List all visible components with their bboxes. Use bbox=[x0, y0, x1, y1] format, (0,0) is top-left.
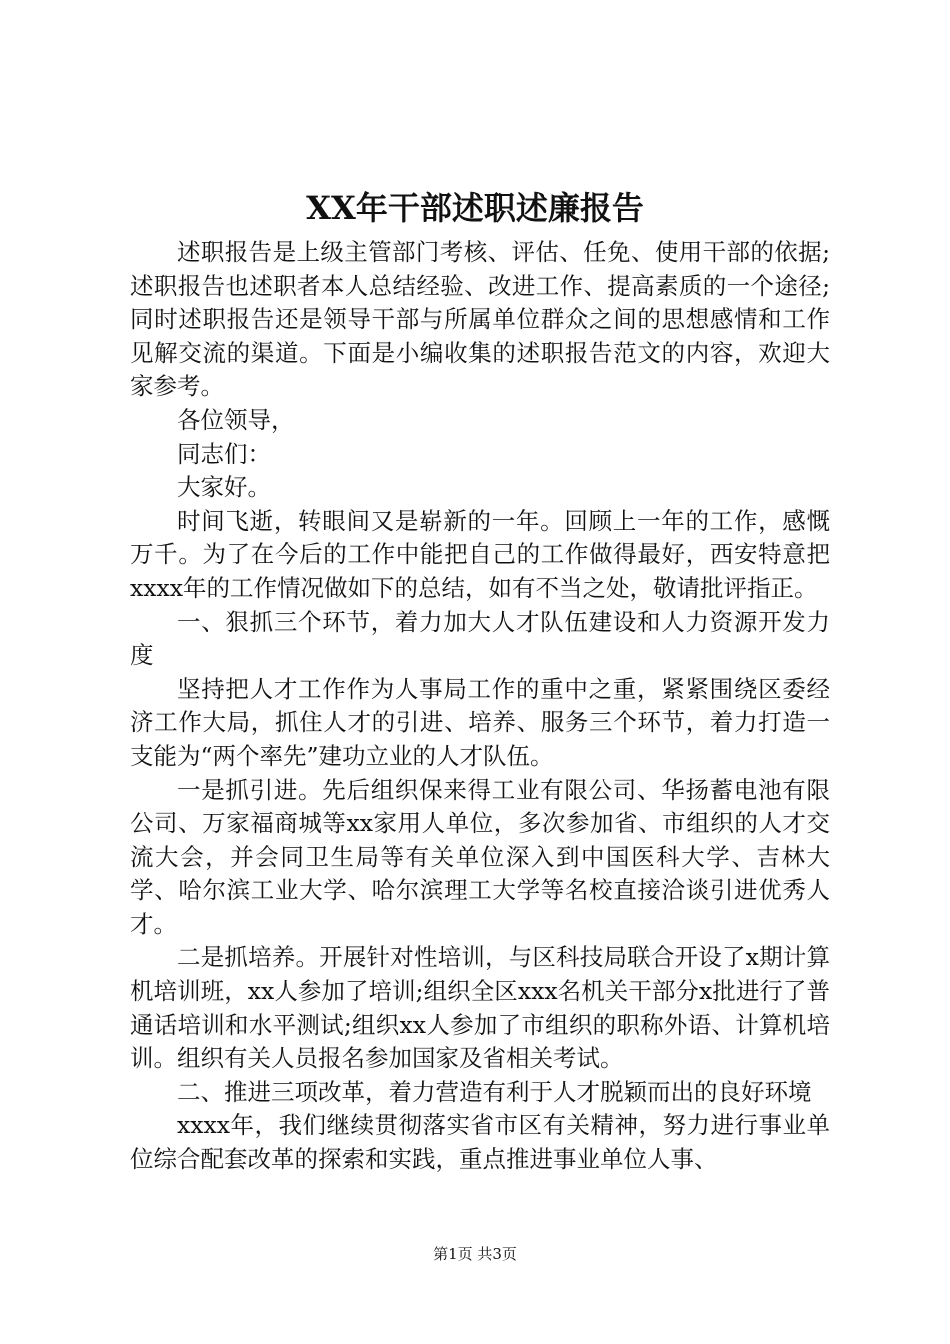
paragraph-section-2: xxxx年，我们继续贯彻落实省市区有关精神，努力进行事业单位综合配套改革的探索和实践，重点推进事业单位人事、 bbox=[130, 1111, 830, 1174]
document-body bbox=[130, 236, 830, 1177]
section-heading-1: 一、狠抓三个环节，着力加大人才队伍建设和人力资源开发力度 bbox=[130, 607, 830, 670]
section-heading-2: 二、推进三项改革，着力营造有利于人才脱颖而出的良好环境 bbox=[177, 1077, 812, 1106]
paragraph-recruitment: 一是抓引进。先后组织保来得工业有限公司、华扬蓄电池有限公司、万家福商城等xx家用人单位，多次参加省、市组织的人才交流大会，并会同卫生局等有关单位深入到中国医科大学、吉林大学、哈尔滨工业大学、哈尔滨理工大学等名校直接洽谈引进优秀人才。 bbox=[130, 775, 830, 938]
document-title: XX年干部述职述廉报告 bbox=[306, 189, 644, 227]
paragraph-greeting: 大家好。 bbox=[177, 473, 271, 502]
paragraph-salutation: 各位领导， bbox=[177, 405, 295, 434]
page-footer: 第1页 共3页 bbox=[433, 1245, 517, 1263]
paragraph-section-1: 坚持把人才工作作为人事局工作的重中之重，紧紧围绕区委经济工作大局，抓住人才的引进、培养、服务三个环节，着力打造一支能为“两个率先”建功立业的人才队伍。 bbox=[130, 674, 830, 770]
paragraph-training: 二是抓培养。开展针对性培训，与区科技局联合开设了x期计算机培训班，xx人参加了培训;组织全区xxx名机关干部分x批进行了普通话培训和水平测试;组织xx人参加了市组织的职称外语、计算机培训。组织有关人员报名参加国家及省相关考试。 bbox=[130, 943, 830, 1073]
paragraph-salutation-2: 同志们： bbox=[177, 439, 271, 468]
paragraph-opening: 时间飞逝，转眼间又是崭新的一年。回顾上一年的工作，感慨万千。为了在今后的工作中能把自己的工作做得最好，西安特意把xxxx年的工作情况做如下的总结，如有不当之处，敬请批评指正。 bbox=[130, 506, 830, 602]
paragraph-intro: 述职报告是上级主管部门考核、评估、任免、使用干部的依据;述职报告也述职者本人总结经验、改进工作、提高素质的一个途径;同时述职报告还是领导干部与所属单位群众之间的思想感情和工作见解交流的渠道。下面是小编收集的述职报告范文的内容，欢迎大家参考。 bbox=[130, 238, 830, 401]
